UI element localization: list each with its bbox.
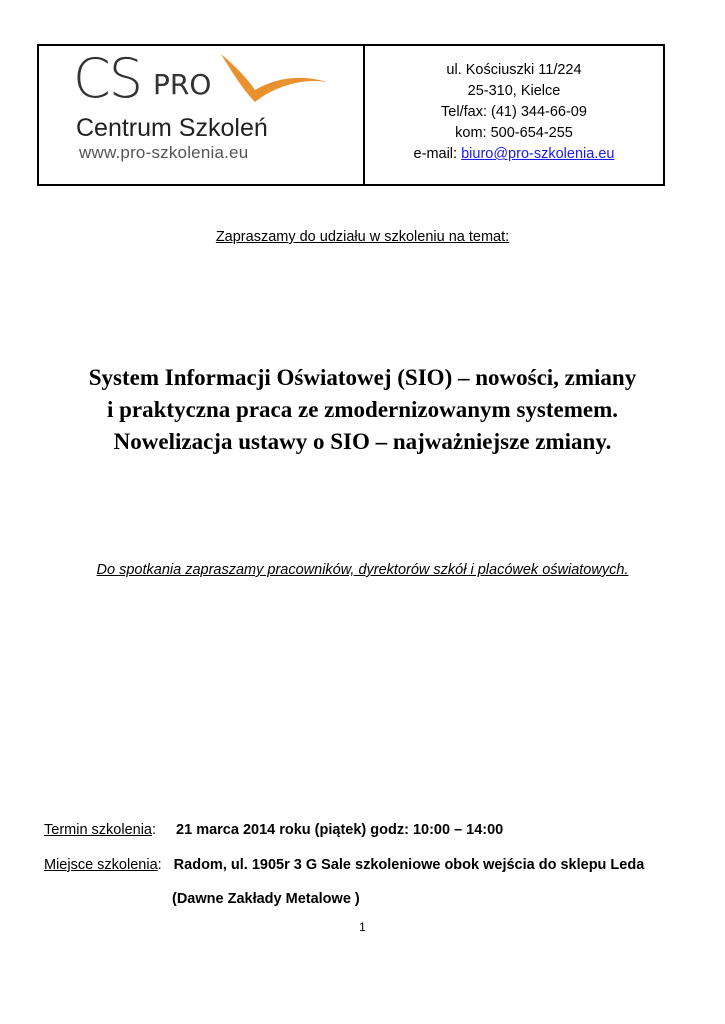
audience-text: Do spotkania zapraszamy pracowników, dyrektorów szkół i placówek oświatowych. bbox=[96, 562, 629, 578]
invite-text: Zapraszamy do udziału w szkoleniu na temat: bbox=[215, 229, 510, 245]
place-note: (Dawne Zakłady Metalowe ) bbox=[172, 891, 360, 907]
logo-pro-text: PRO bbox=[153, 68, 212, 101]
place-value: Radom, ul. 1905r 3 G Sale szkoleniowe obok wejścia do sklepu Leda bbox=[173, 857, 645, 873]
contact-email-row bbox=[365, 144, 663, 165]
term-value: 21 marca 2014 roku (piątek) godz: 10:00 – 14:00 bbox=[176, 822, 504, 838]
title-line-1: System Informacji Oświatowej (SIO) – nowości, zmiany bbox=[88, 365, 637, 390]
cspro-logo bbox=[39, 46, 361, 184]
contact-mobile: kom: 500-654-255 bbox=[455, 125, 573, 141]
contact-city: 25-310, Kielce bbox=[467, 83, 561, 99]
logo-swoosh-icon bbox=[219, 52, 329, 104]
place-row: Miejsce szkolenia: Radom, ul. 1905r 3 G Sale szkoleniowe obok wejścia do sklepu Leda bbox=[44, 857, 645, 873]
contact-email-link[interactable]: biuro@pro-szkolenia.eu bbox=[461, 146, 615, 162]
place-label: Miejsce szkolenia bbox=[44, 857, 158, 873]
contact-telfax: Tel/fax: (41) 344-66-09 bbox=[441, 104, 587, 120]
contact-address: ul. Kościuszki 11/224 bbox=[446, 62, 582, 78]
contact-email-label: e-mail: bbox=[413, 146, 462, 162]
contact-block bbox=[365, 60, 663, 165]
title-line-2: i praktyczna praca ze zmodernizowanym systemem. bbox=[107, 397, 618, 422]
header-box bbox=[37, 44, 665, 186]
training-title bbox=[40, 362, 685, 458]
title-line-3: Nowelizacja ustawy o SIO – najważniejsze zmiany. bbox=[113, 429, 612, 454]
logo-url: www.pro-szkolenia.eu bbox=[79, 143, 249, 162]
term-label: Termin szkolenia bbox=[44, 822, 152, 838]
logo-cs-text: CS bbox=[73, 47, 141, 110]
place-note-row bbox=[172, 891, 360, 907]
logo-company-name: Centrum Szkoleń bbox=[76, 114, 268, 142]
page-number: 1 bbox=[359, 920, 366, 934]
term-row: Termin szkolenia: 21 marca 2014 roku (piątek) godz: 10:00 – 14:00 bbox=[44, 822, 504, 838]
